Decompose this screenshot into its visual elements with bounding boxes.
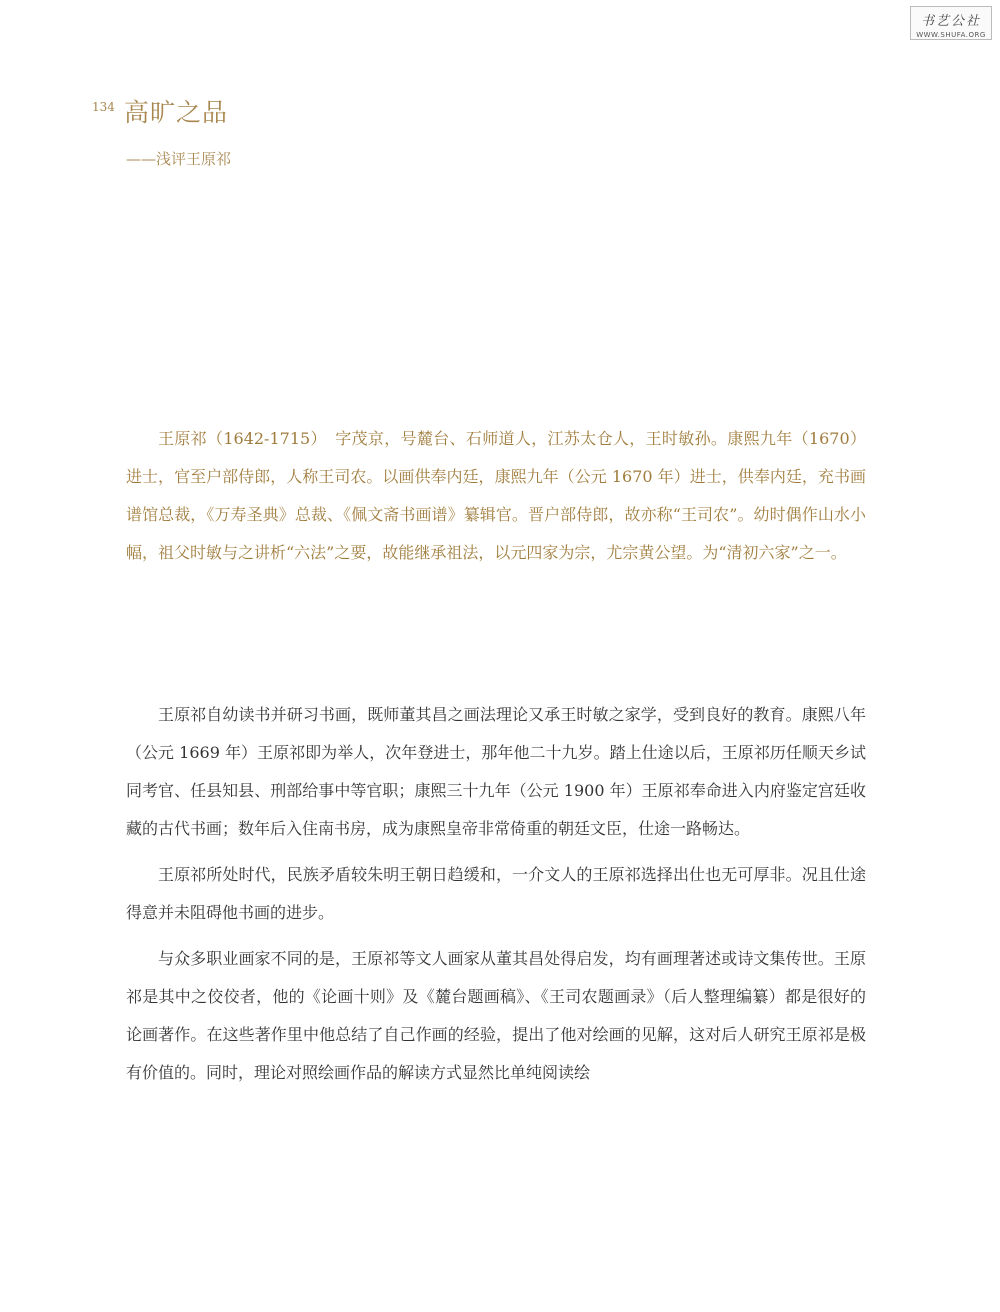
page-title: 高旷之品 [124,98,229,127]
body-paragraph: 王原祁自幼读书并研习书画，既师董其昌之画法理论又承王时敏之家学，受到良好的教育。康熙八年（公元 1669 年）王原祁即为举人，次年登进士，那年他二十九岁。踏上仕途以后，王原祁历任顺天乡试同考官、任县知县、刑部给事中等官职；康熙三十九年（公元 1900 年）王原祁奉命进入内府鉴定宫廷收藏的古代书画；数年后入住南书房，成为康熙皇帝非常倚重的朝廷文臣，仕途一路畅达。 [126,705,866,838]
article-body [126,696,866,1100]
site-watermark [910,6,992,40]
biography-paragraph: 王原祁（1642-1715） 字茂京，号麓台、石师道人，江苏太仓人，王时敏孙。康熙九年（1670）进士，官至户部侍郎，人称王司农。以画供奉内廷，康熙九年（公元 1670 年）进士，供奉内廷，充书画谱馆总裁，《万寿圣典》总裁、《佩文斋书画谱》纂辑官。晋户部侍郎，故亦称“王司农”。幼时偶作山水小幅，祖父时敏与之讲析“六法”之要，故能继承祖法，以元四家为宗，尤宗黄公望。为“清初六家”之一。 [126,429,866,562]
watermark-url: WWW.SHUFA.ORG [916,31,986,39]
body-paragraph: 与众多职业画家不同的是，王原祁等文人画家从董其昌处得启发，均有画理著述或诗文集传世。王原祁是其中之佼佼者，他的《论画十则》及《麓台题画稿》、《王司农题画录》（后人整理编纂）都是很好的论画著作。在这些著作里中他总结了自己作画的经验，提出了他对绘画的见解，这对后人研究王原祁是极有价值的。同时，理论对照绘画作品的解读方式显然比单纯阅读绘 [126,949,866,1082]
page-subtitle: ——浅评王原祁 [126,150,232,168]
body-paragraph: 王原祁所处时代，民族矛盾较朱明王朝日趋缓和，一介文人的王原祁选择出仕也无可厚非。况且仕途得意并未阻碍他书画的进步。 [126,865,866,922]
page-number: 134 [92,100,115,114]
watermark-logo: 书艺公社 [920,14,981,29]
